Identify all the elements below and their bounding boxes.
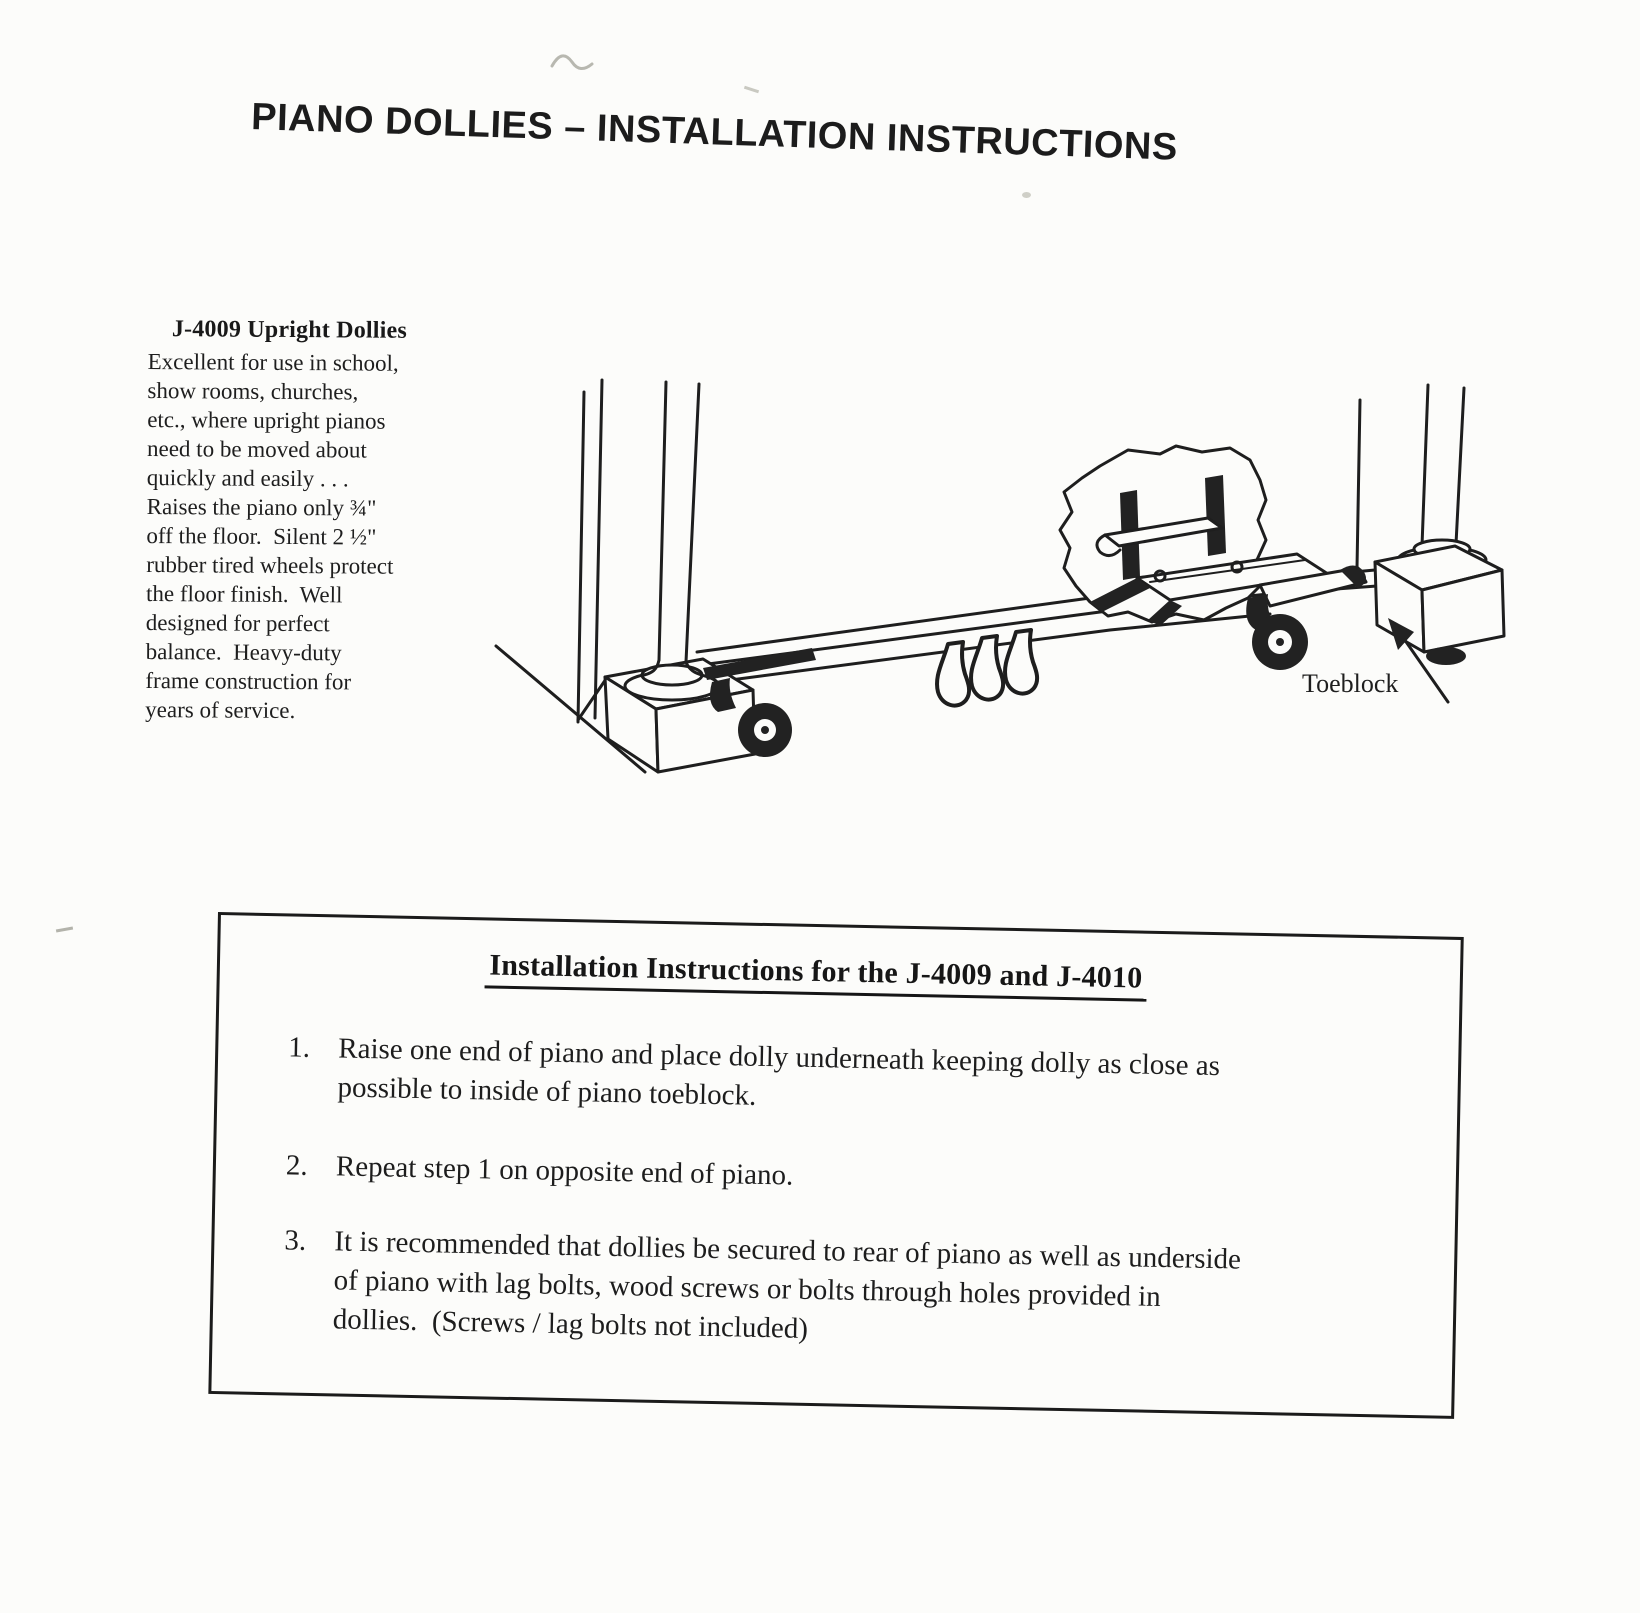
product-body-text: Excellent for use in school, show rooms, churches, etc., where upright pianos need to be moved about quickly and easily . . . Raises the piano only ¾" off the floor. Silent 2 ½" rubber tired wheels protect the floor finish. Well designed for perfect balance. Heavy-duty frame construction for years of service. (145, 348, 399, 724)
instruction-step (287, 1028, 1400, 1128)
step-number: 3. (284, 1224, 307, 1257)
piano-dolly-illustration (460, 330, 1520, 790)
installation-instructions-box (208, 912, 1463, 1419)
scan-artifact (744, 86, 759, 93)
step-text: Raise one end of piano and place dolly underneath keeping dolly as close as possible to inside of piano toeblock. (337, 1032, 1221, 1112)
step-number: 2. (285, 1149, 308, 1182)
scan-artifact (56, 927, 73, 933)
toeblock-caption: Toeblock (1302, 669, 1399, 698)
illustration-svg (460, 330, 1520, 790)
page-title: PIANO DOLLIES – INSTALLATION INSTRUCTIONS (250, 96, 1179, 169)
product-heading: J-4009 Upright Dollies (171, 316, 408, 344)
instruction-step (282, 1221, 1396, 1360)
scan-artifact (1022, 192, 1031, 198)
step-number: 1. (287, 1031, 311, 1064)
product-description (145, 314, 492, 726)
instructions-heading: Installation Instructions for the J-4009 and J-4010 (485, 948, 1147, 1001)
scan-artifact (548, 42, 598, 82)
step-text: It is recommended that dollies be secured to rear of piano as well as underside of piano with lag bolts, wood screws or bolts through holes provided in dollies. (Screws / lag bolts not included) (332, 1225, 1242, 1345)
instruction-step (286, 1146, 1399, 1207)
step-text: Repeat step 1 on opposite end of piano. (335, 1150, 794, 1192)
